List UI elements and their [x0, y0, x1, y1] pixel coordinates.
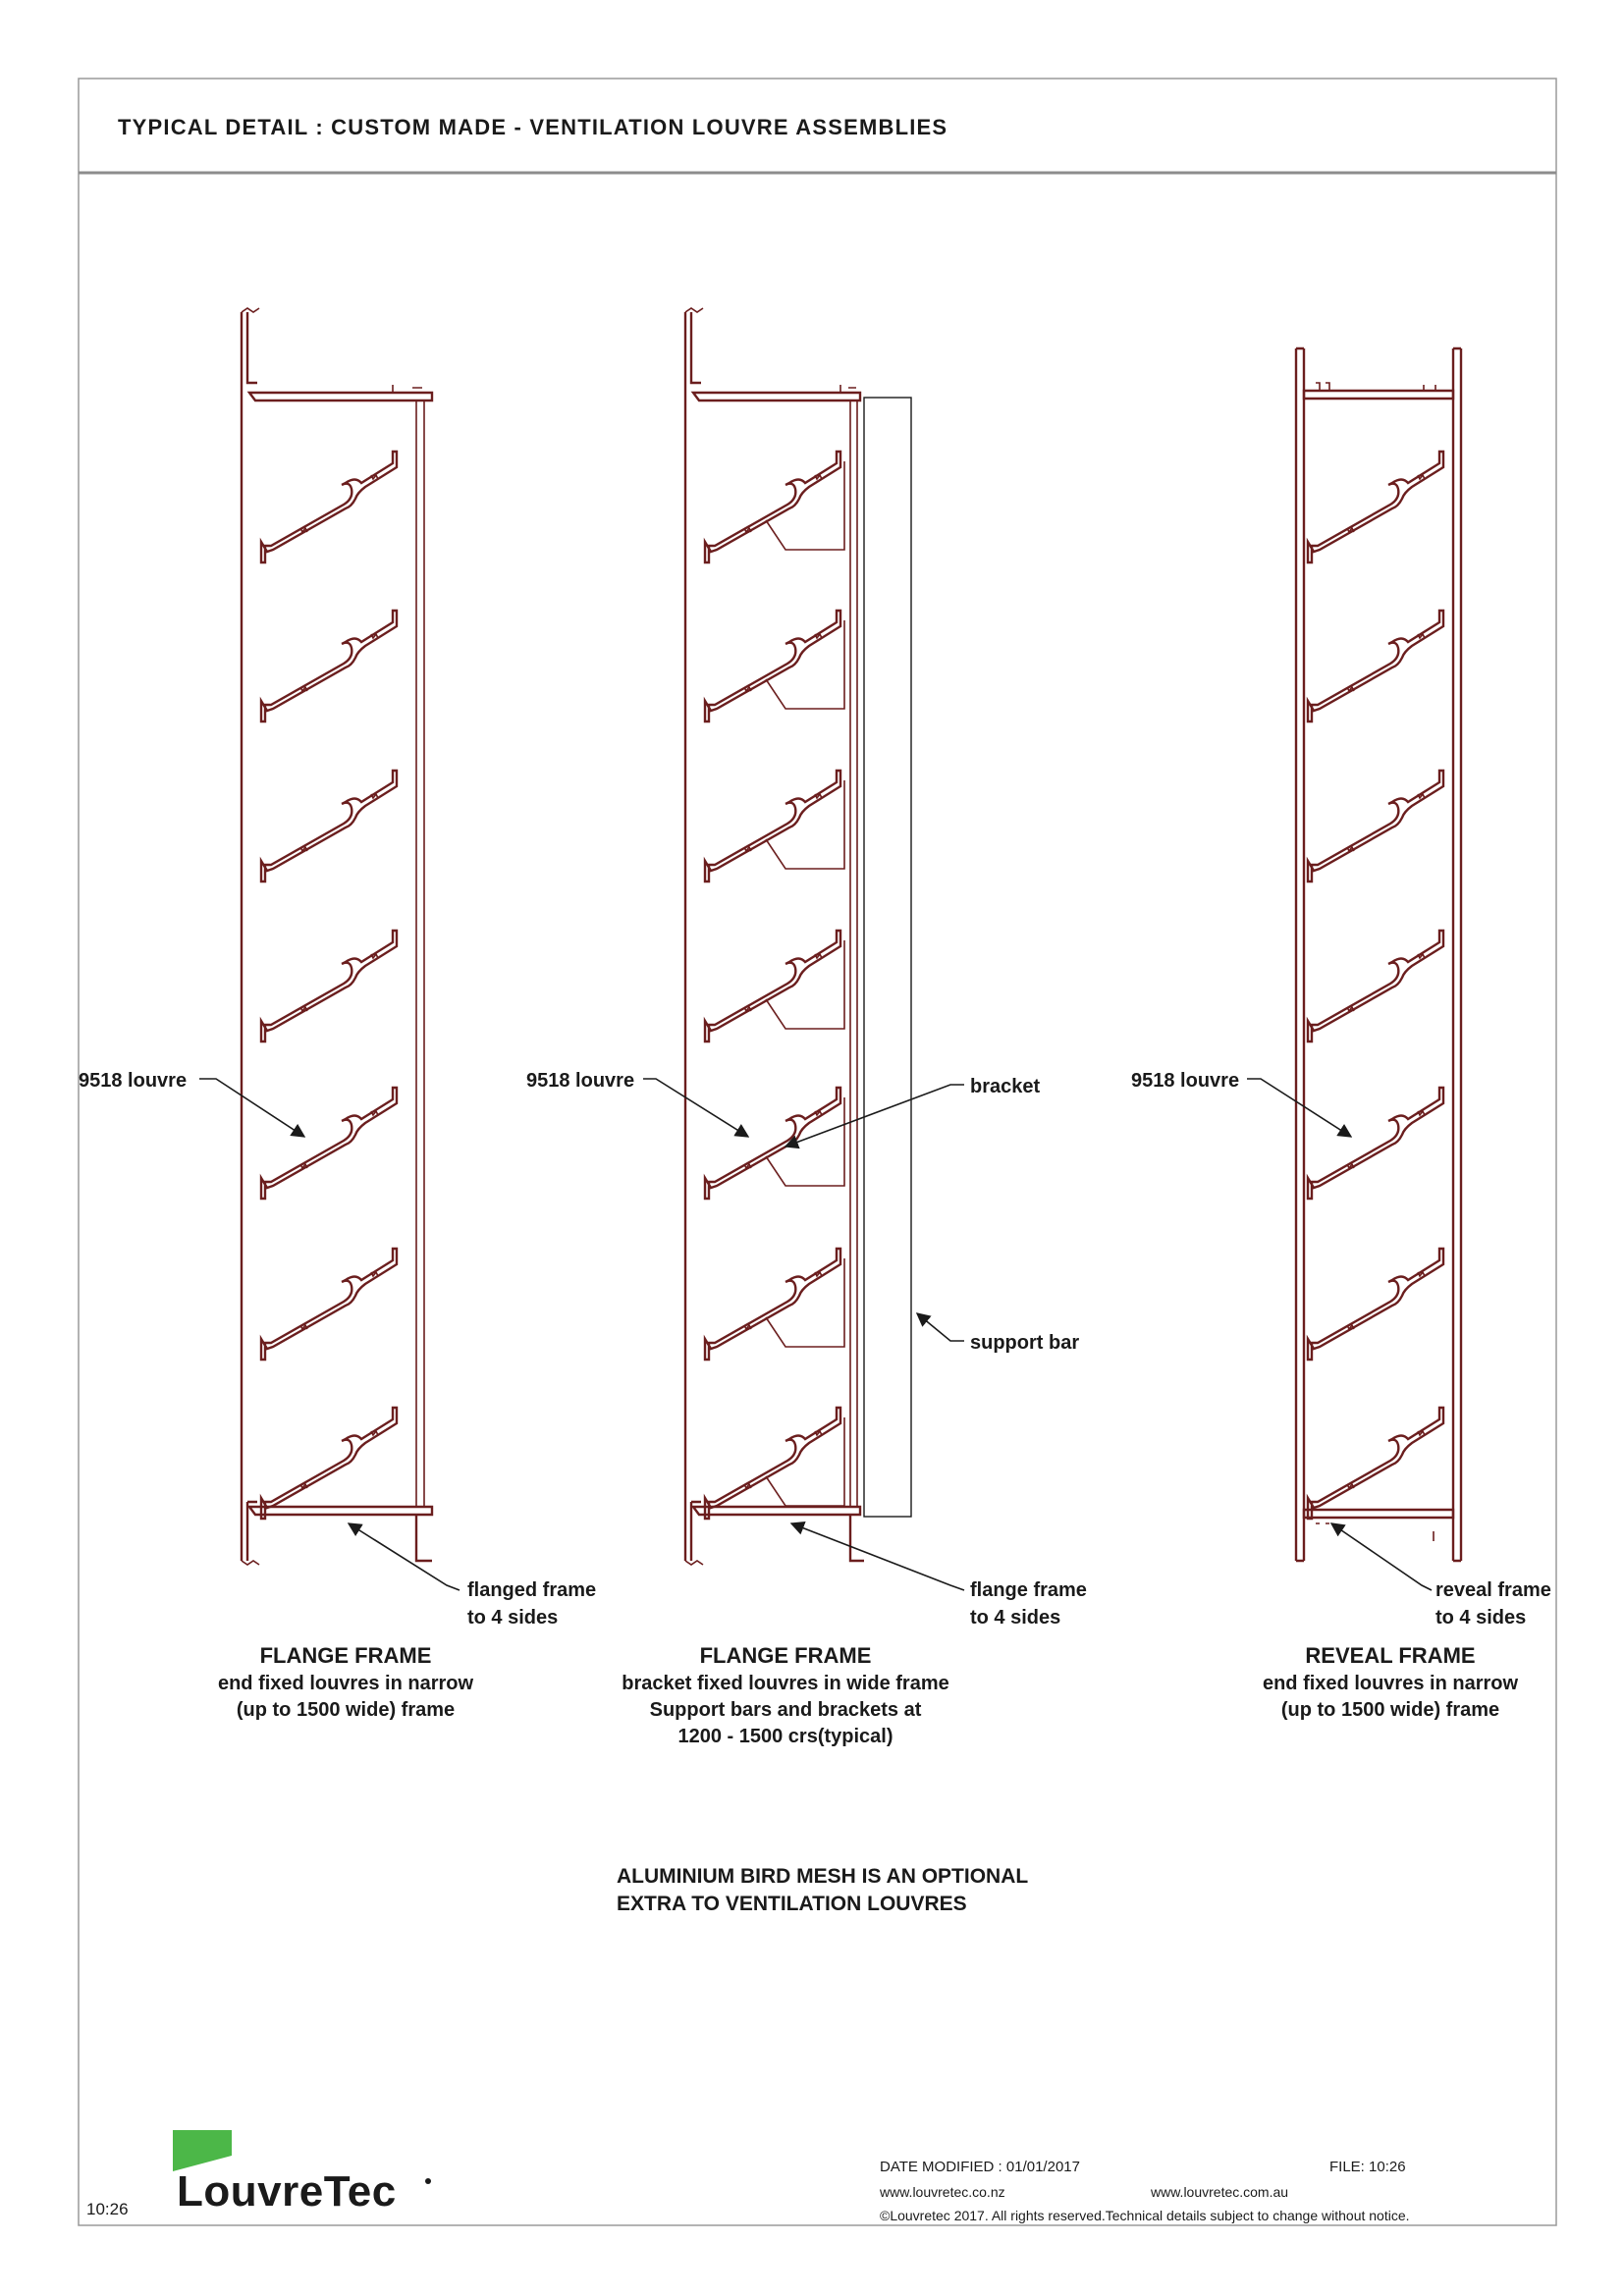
caption-3-line1: end fixed louvres in narrow: [1262, 1673, 1519, 1694]
support-bar-leader: [917, 1313, 964, 1341]
frame-label-3-line1: reveal frame: [1435, 1579, 1551, 1601]
note-line2: EXTRA TO VENTILATION LOUVRES: [617, 1893, 967, 1915]
copyright: ©Louvretec 2017. All rights reserved.Technical details subject to change without notice.: [880, 2208, 1410, 2223]
caption-1-title: FLANGE FRAME: [259, 1643, 432, 1668]
website-au[interactable]: www.louvretec.com.au: [1151, 2184, 1289, 2200]
frame-label-1-line1: flanged frame: [467, 1579, 597, 1601]
assembly-flange-frame-narrow: [242, 308, 432, 1565]
louvre-leader-2: [643, 1079, 748, 1137]
louvre-label-1: 9518 louvre: [79, 1070, 188, 1092]
caption-1-line1: end fixed louvres in narrow: [217, 1673, 474, 1694]
website-nz[interactable]: www.louvretec.co.nz: [880, 2184, 1005, 2200]
frame-label-2-line2: to 4 sides: [970, 1607, 1061, 1629]
brand-wordmark: LouvreTec: [177, 2167, 397, 2216]
page-code: 10:26: [86, 2200, 129, 2218]
caption-2-line1: bracket fixed louvres in wide frame: [622, 1673, 949, 1694]
louvre-leader-1: [199, 1079, 304, 1137]
frame-leader-2: [791, 1523, 964, 1590]
louvretec-logo: [173, 2130, 431, 2216]
caption-1-line2: (up to 1500 wide) frame: [236, 1699, 456, 1721]
frame-label-2-line1: flange frame: [970, 1579, 1087, 1601]
page-title: TYPICAL DETAIL : CUSTOM MADE - VENTILATION LOUVRE ASSEMBLIES: [118, 115, 948, 139]
logo-green-mark-icon: [173, 2130, 232, 2171]
frame-leader-3: [1331, 1523, 1432, 1590]
support-bar-label: support bar: [970, 1332, 1080, 1354]
frame-leader-1: [349, 1523, 460, 1590]
frame-label-3-line2: to 4 sides: [1435, 1607, 1527, 1629]
bracket-label: bracket: [970, 1076, 1041, 1097]
louvre-label-3: 9518 louvre: [1131, 1070, 1240, 1092]
note-line1: ALUMINIUM BIRD MESH IS AN OPTIONAL: [617, 1865, 1029, 1888]
date-modified: DATE MODIFIED : 01/01/2017: [880, 2159, 1080, 2175]
bracket: [766, 461, 844, 550]
louvre-leader-3: [1247, 1079, 1351, 1137]
file-code: FILE: 10:26: [1329, 2159, 1406, 2175]
support-bar: [864, 398, 911, 1517]
assembly-reveal-frame: [1296, 348, 1461, 1561]
caption-2-line2: Support bars and brackets at: [649, 1699, 922, 1721]
louvre-label-2: 9518 louvre: [526, 1070, 635, 1092]
caption-3-line2: (up to 1500 wide) frame: [1280, 1699, 1500, 1721]
caption-3-title: REVEAL FRAME: [1305, 1643, 1476, 1668]
frame-label-1-line2: to 4 sides: [467, 1607, 559, 1629]
assembly-flange-frame-wide: [685, 308, 911, 1565]
caption-2-title: FLANGE FRAME: [699, 1643, 872, 1668]
caption-2-line3: 1200 - 1500 crs(typical): [677, 1726, 893, 1747]
